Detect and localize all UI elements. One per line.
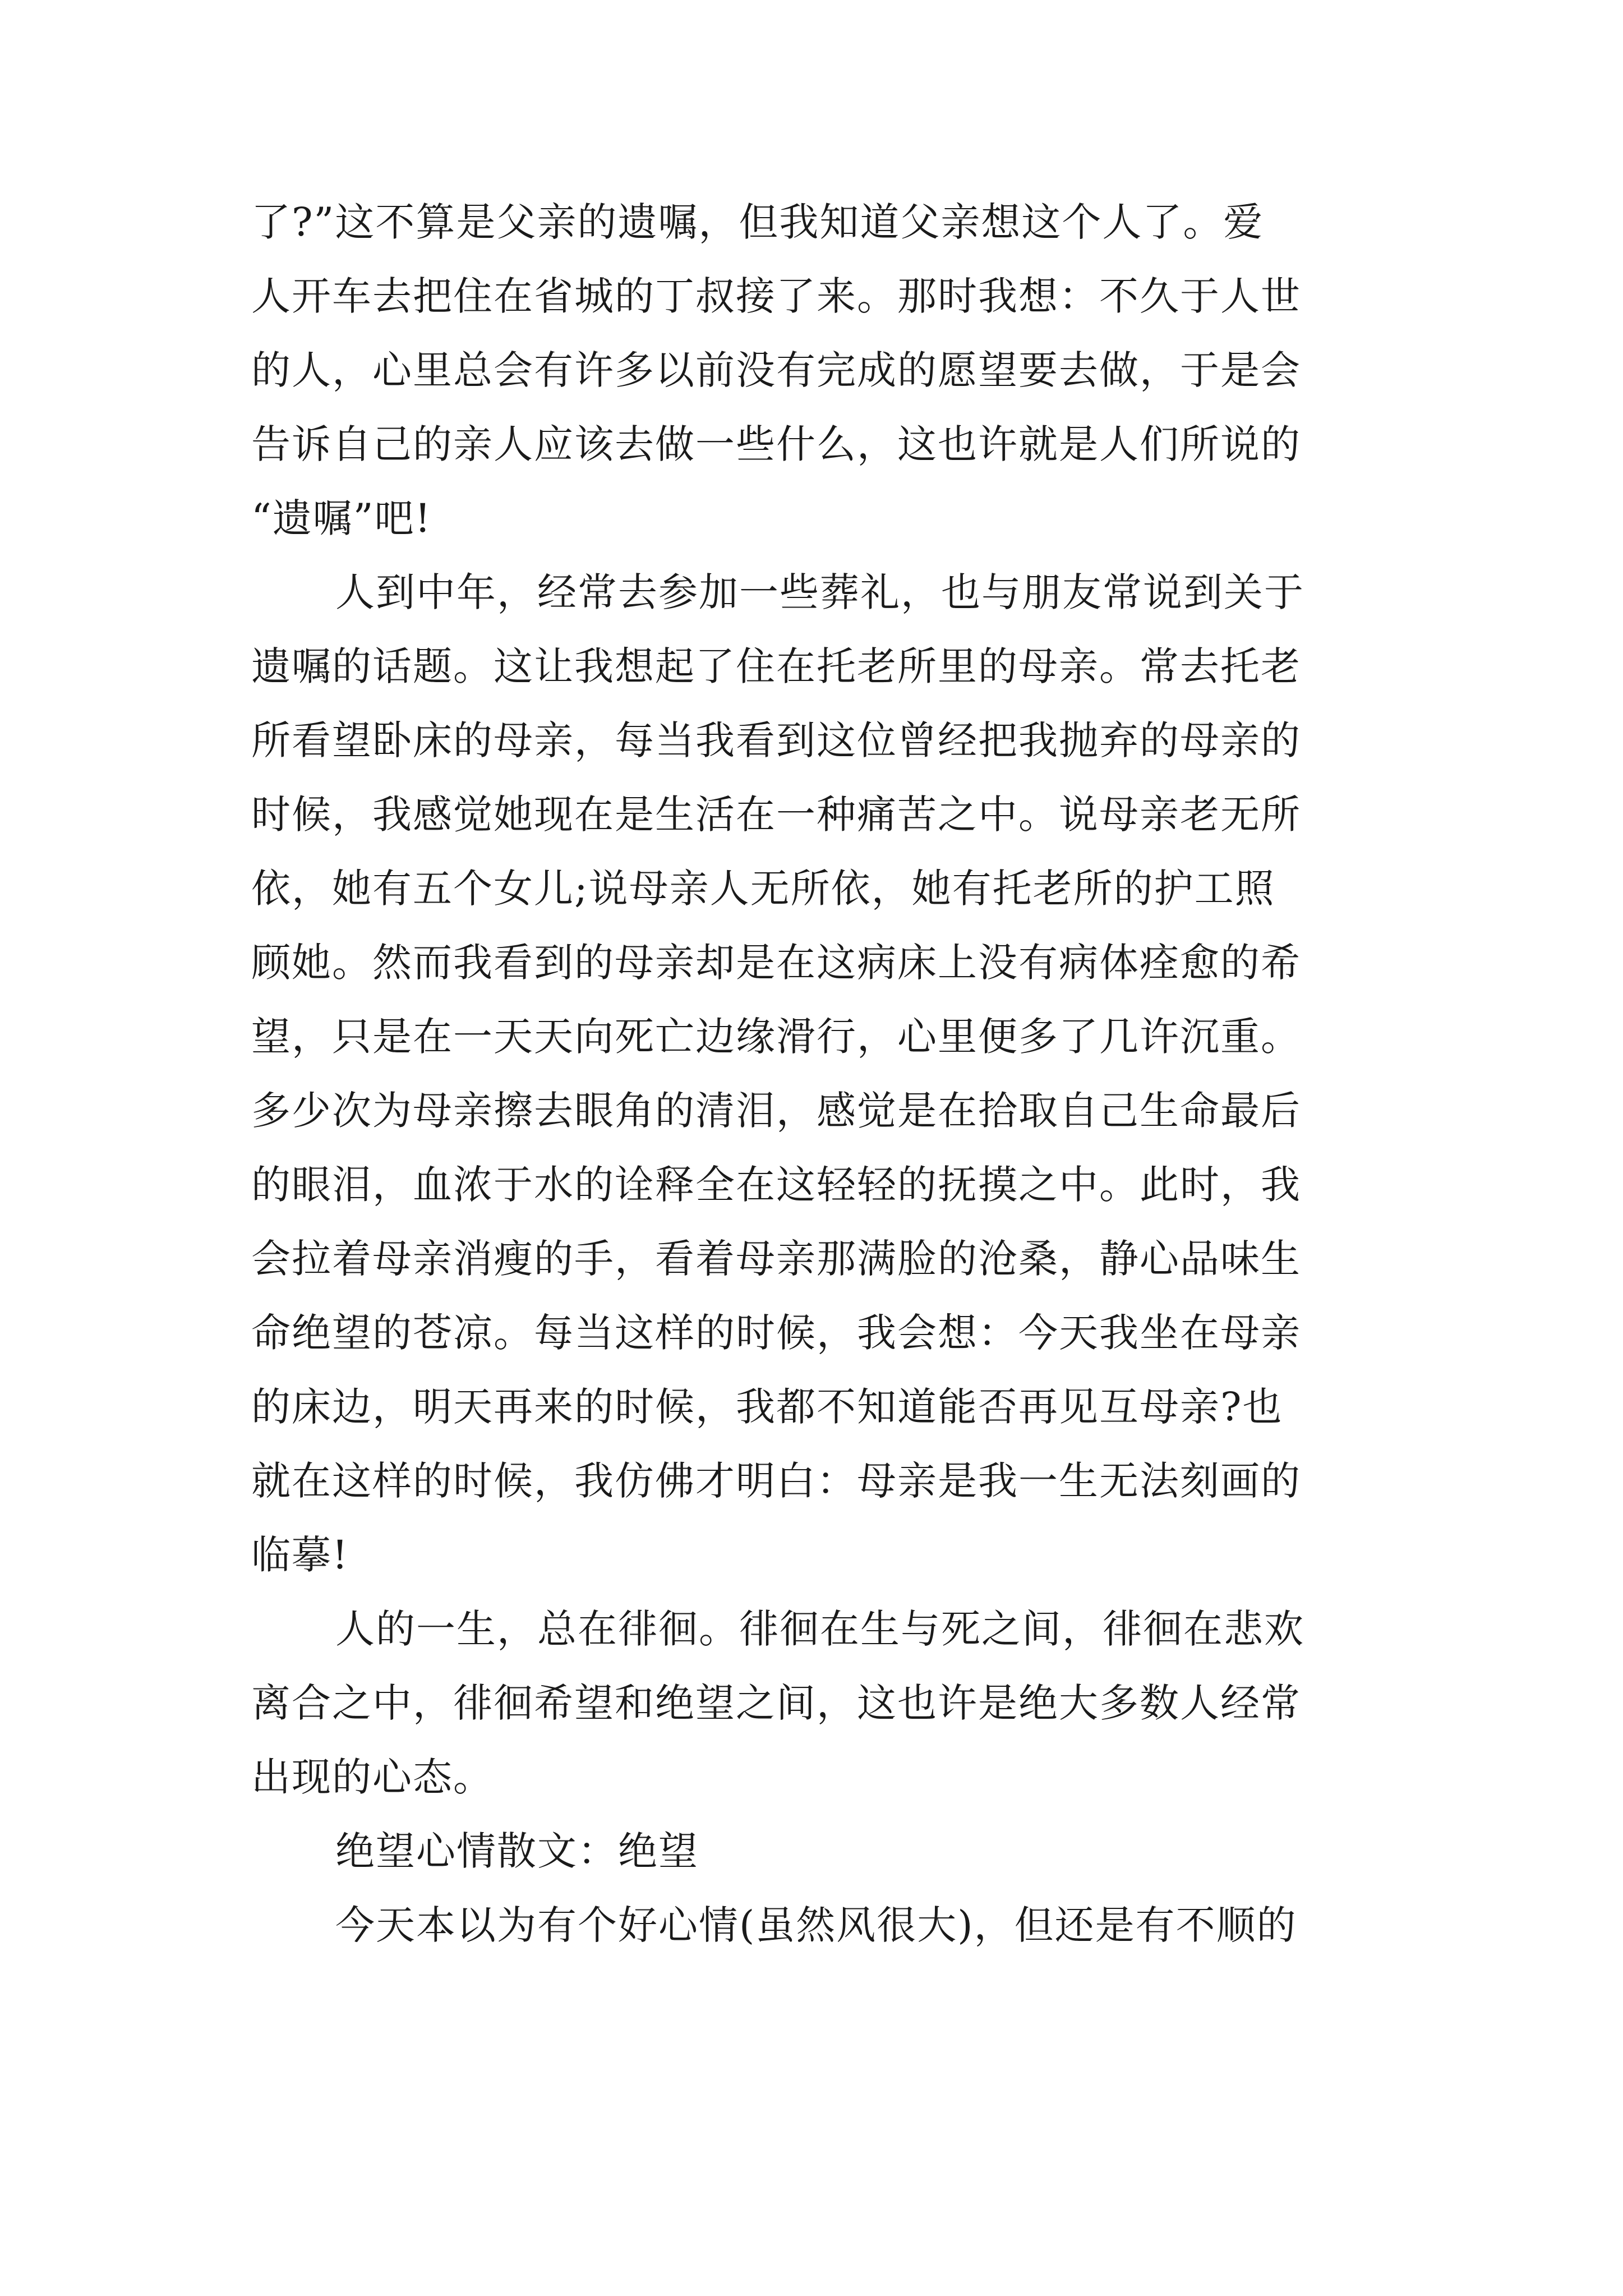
text-line: 临摹! bbox=[251, 1532, 349, 1578]
text-line: 绝望心情散文：绝望 bbox=[335, 1828, 699, 1874]
text-line: 离合之中，徘徊希望和绝望之间，这也许是绝大多数人经常 bbox=[251, 1680, 1301, 1726]
text-line: 告诉自己的亲人应该去做一些什么，这也许就是人们所说的 bbox=[251, 421, 1301, 467]
text-line: 命绝望的苍凉。每当这样的时候，我会想：今天我坐在母亲 bbox=[251, 1310, 1301, 1356]
text-line: 的眼泪，血浓于水的诠释全在这轻轻的抚摸之中。此时，我 bbox=[251, 1162, 1301, 1208]
text-line: 今天本以为有个好心情(虽然风很大)，但还是有不顺的 bbox=[335, 1902, 1297, 1948]
text-line: 所看望卧床的母亲，每当我看到这位曾经把我抛弃的母亲的 bbox=[251, 717, 1301, 763]
text-line: 人到中年，经常去参加一些葬礼，也与朋友常说到关于 bbox=[335, 569, 1304, 615]
text-line: 的床边，明天再来的时候，我都不知道能否再见互母亲?也 bbox=[251, 1384, 1283, 1430]
text-line: 就在这样的时候，我仿佛才明白：母亲是我一生无法刻画的 bbox=[251, 1458, 1301, 1504]
text-line: 时候，我感觉她现在是生活在一种痛苦之中。说母亲老无所 bbox=[251, 792, 1301, 838]
text-line: 人的一生，总在徘徊。徘徊在生与死之间，徘徊在悲欢 bbox=[335, 1606, 1304, 1652]
text-line: 的人，心里总会有许多以前没有完成的愿望要去做，于是会 bbox=[251, 347, 1301, 393]
text-line: “遗嘱”吧! bbox=[251, 495, 432, 541]
text-line: 遗嘱的话题。这让我想起了住在托老所里的母亲。常去托老 bbox=[251, 643, 1301, 689]
text-line: 了?”这不算是父亲的遗嘱，但我知道父亲想这个人了。爱 bbox=[251, 199, 1264, 245]
text-line: 望，只是在一天天向死亡边缘滑行，心里便多了几许沉重。 bbox=[251, 1014, 1301, 1060]
text-line: 会拉着母亲消瘦的手，看着母亲那满脸的沧桑，静心品味生 bbox=[251, 1236, 1301, 1282]
text-line: 多少次为母亲擦去眼角的清泪，感觉是在拾取自己生命最后 bbox=[251, 1088, 1301, 1134]
text-line: 依，她有五个女儿;说母亲人无所依，她有托老所的护工照 bbox=[251, 866, 1275, 912]
text-line: 出现的心态。 bbox=[251, 1754, 494, 1800]
text-line: 人开车去把住在省城的丁叔接了来。那时我想：不久于人世 bbox=[251, 273, 1301, 319]
document-body bbox=[251, 185, 1373, 1962]
text-line: 顾她。然而我看到的母亲却是在这病床上没有病体痊愈的希 bbox=[251, 940, 1301, 986]
